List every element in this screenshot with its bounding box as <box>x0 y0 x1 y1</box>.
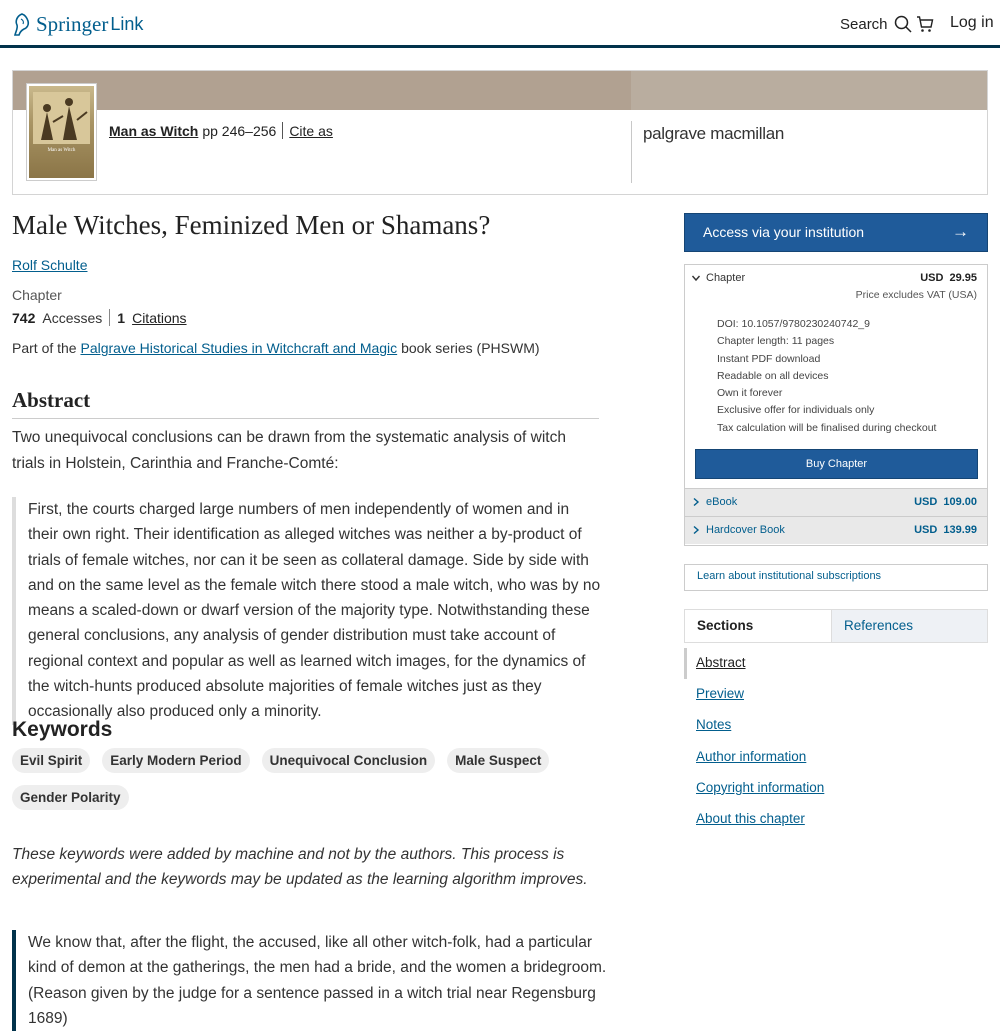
abstract-divider <box>12 418 599 419</box>
cover-artwork <box>29 86 94 178</box>
cart-icon <box>916 15 934 33</box>
divider <box>282 122 283 139</box>
cover-illustration <box>33 92 90 144</box>
citations-count: 1 <box>117 309 126 326</box>
epigraph-text: We know that, after the flight, the accused, like all other witch-folk, had a particular kind of demon at the gatherings, the men had a bride, and the women a bridegroom. <box>28 934 607 977</box>
sections-nav <box>684 648 988 835</box>
abstract-intro: Two unequivocal conclusions can be drawn from the systematic analysis of witch trials in Holstein, Carinthia and Franche-Comté: <box>12 429 566 472</box>
search-icon <box>894 15 912 33</box>
chevron-down-icon <box>691 273 701 283</box>
sidebar-tabs <box>684 609 988 643</box>
ebook-label: eBook <box>706 496 738 508</box>
hardcover-label: Hardcover Book <box>706 524 785 536</box>
chapter-features-list <box>717 316 936 437</box>
book-banner <box>12 70 988 195</box>
series-prefix: Part of the <box>12 340 77 356</box>
keyword-chip[interactable]: Male Suspect <box>447 748 549 773</box>
header-search-button[interactable] <box>840 15 912 33</box>
chapter-price-value: 29.95 <box>949 272 977 284</box>
buy-box <box>684 264 988 546</box>
cite-as-link[interactable]: Cite as <box>289 122 333 139</box>
accesses-count: 742 <box>12 309 36 326</box>
abstract-heading: Abstract <box>12 388 91 412</box>
chapter-title: Male Witches, Feminized Men or Shamans? <box>12 210 491 240</box>
tab-references[interactable]: References <box>831 610 987 642</box>
chapter-option-toggle[interactable] <box>691 272 745 284</box>
feature-devices: Readable on all devices <box>717 369 829 382</box>
publisher-divider <box>631 121 632 183</box>
institutional-subscriptions-link[interactable]: Learn about institutional subscriptions <box>684 564 988 591</box>
logo-secondary-text: Link <box>110 14 144 34</box>
citations-link[interactable]: Citations <box>132 309 187 326</box>
chevron-right-icon <box>691 497 701 507</box>
keywords-note: These keywords were added by machine and not by the authors. This process is experimental and the keywords may be updated as the learning algorithm improves. <box>12 846 588 888</box>
content-type-label: Chapter <box>12 287 62 303</box>
keyword-chip[interactable]: Unequivocal Conclusion <box>262 748 436 773</box>
epigraph-source: (Reason given by the judge for a sentence passed in a witch trial near Regensburg 1689) <box>28 984 596 1027</box>
keyword-chip[interactable]: Evil Spirit <box>12 748 90 773</box>
access-label: Access via your institution <box>703 224 865 240</box>
keywords-heading: Keywords <box>12 718 113 741</box>
feature-doi: DOI: 10.1057/9780230240742_9 <box>717 318 870 330</box>
book-title-link[interactable]: Man as Witch <box>109 122 199 139</box>
banner-color-strip <box>13 71 631 110</box>
hardcover-option[interactable] <box>685 516 987 544</box>
section-link-notes[interactable]: Notes <box>696 717 732 733</box>
currency-label: USD <box>914 524 938 536</box>
currency-label: USD <box>914 496 938 508</box>
hardcover-price <box>908 524 977 536</box>
series-suffix: book series (PHSWM) <box>401 340 540 356</box>
ebook-option[interactable] <box>685 488 987 516</box>
springer-horse-icon <box>12 13 32 37</box>
hardcover-price-value: 139.99 <box>943 524 977 536</box>
buy-chapter-button[interactable]: Buy Chapter <box>695 449 978 479</box>
feature-tax: Tax calculation will be finalised during checkout <box>717 421 937 434</box>
feature-download: Instant PDF download <box>717 352 821 365</box>
top-navigation-bar <box>0 0 1000 48</box>
chapter-option-label: Chapter <box>706 272 746 284</box>
search-label: Search <box>840 15 888 33</box>
cart-button[interactable] <box>916 15 934 38</box>
divider <box>109 309 110 326</box>
article-metrics <box>12 309 187 326</box>
section-link-about-chapter[interactable]: About this chapter <box>696 810 805 826</box>
book-series-line <box>12 340 540 356</box>
abstract-quote: First, the courts charged large numbers of men independently of women and in their own right. Their identification as alleged witches was neither a by-product of trials of female witches, nor can it be seen as collateral damage. Side by side with and on the same level as the female witch there stood a male witch, who was by no means a scaled-down or dwarf version of the majority type. Notwithstanding these general conclusions, any analysis of gender distribution must take account of regional context and popular as well as learned witch images, for the dynamics of the witch-hunts produced absolute majorities of female witches just as they occasionally also produced only a minority. <box>12 497 602 725</box>
publisher-logo[interactable]: palgrave macmillan <box>643 124 785 143</box>
keyword-chip[interactable]: Early Modern Period <box>102 748 249 773</box>
keyword-chip[interactable]: Gender Polarity <box>12 785 129 810</box>
banner-color-strip-right <box>631 71 987 110</box>
springerlink-logo[interactable] <box>12 12 143 37</box>
page-range: pp 246–256 <box>202 122 277 139</box>
ebook-option-label <box>691 496 737 508</box>
series-link[interactable]: Palgrave Historical Studies in Witchcraft and Magic <box>80 340 398 356</box>
login-link[interactable]: Log in <box>950 14 994 31</box>
ebook-price-value: 109.00 <box>943 496 977 508</box>
feature-own: Own it forever <box>717 387 783 400</box>
access-via-institution-button[interactable] <box>684 213 988 252</box>
epigraph-quote <box>12 930 612 1031</box>
vat-note: Price excludes VAT (USA) <box>855 289 977 301</box>
logo-primary-text: Springer <box>36 12 109 36</box>
section-link-copyright-information[interactable]: Copyright information <box>696 779 825 795</box>
accesses-label: Accesses <box>42 309 103 326</box>
arrow-right-icon: → <box>952 222 969 241</box>
keywords-list <box>12 748 612 810</box>
section-link-preview[interactable]: Preview <box>696 686 745 702</box>
book-cover-image[interactable] <box>26 83 97 181</box>
hardcover-option-label <box>691 524 785 536</box>
book-info-line <box>109 122 333 139</box>
section-link-author-information[interactable]: Author information <box>696 748 807 764</box>
feature-length: Chapter length: 11 pages <box>717 335 835 348</box>
chevron-right-icon <box>691 525 701 535</box>
ebook-price <box>908 496 977 508</box>
currency-label: USD <box>920 272 944 284</box>
feature-exclusive: Exclusive offer for individuals only <box>717 404 875 417</box>
author-link[interactable]: Rolf Schulte <box>12 257 88 273</box>
tab-sections[interactable]: Sections <box>685 610 831 642</box>
chapter-price <box>914 272 977 284</box>
cover-title-text: Man as Witch <box>47 148 76 153</box>
section-link-abstract[interactable]: Abstract <box>684 648 988 679</box>
